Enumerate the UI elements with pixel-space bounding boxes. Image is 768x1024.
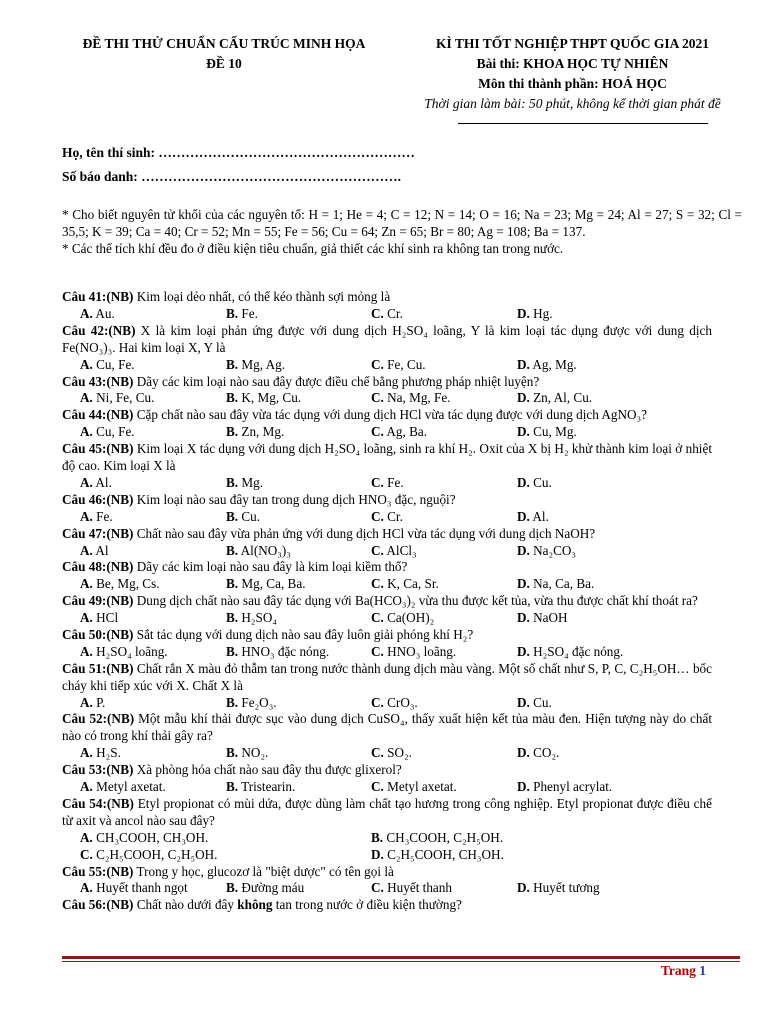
option-letter: A. [80,779,93,795]
answer-option [80,745,121,762]
option-letter: C. [371,424,384,440]
question-text: Kim loại nào sau đây tan trong dung dịch HNO₃ đặc, nguội? [133,491,456,507]
option-letter: A. [80,474,93,490]
question-text: không [237,897,273,913]
option-text: Ni, Fe, Cu. [92,390,155,406]
option-letter: D. [517,745,530,761]
header-underline [458,123,708,124]
option-text: H₂SO₄ [238,610,277,626]
option-text: Mg. [238,474,264,490]
option-text: Cu, Fe. [92,356,135,372]
footer-rule-thin [62,961,740,962]
answer-options [62,745,712,762]
option-text: HNO₃ loãng. [383,643,457,659]
option-letter: C. [371,356,384,372]
question [62,711,712,745]
option-text: Cr. [383,305,403,321]
answer-option [226,306,258,323]
answer-option [517,543,576,560]
option-letter: A. [80,508,93,524]
question-label: Câu 55:(NB) [62,863,134,879]
option-text: Fe. [92,508,113,524]
candidate-id-field: Số báo danh: …………………………………………………. [62,169,402,184]
option-text: Fe. [238,305,258,321]
atomic-mass-note: * Cho biết nguyên tử khối của các nguyên tố: H = 1; He = 4; C = 12; N = 14; O = 16; Na = 23; Mg = 24; Al = 27; S = 32; Cl = 35,5; K = 39; Ca = 40; Cr = 52; Mn = 55; Fe = 56; Cu = 64; Zn = 65; Br = 80; Ag = 108; Ba = 137. [62,207,742,239]
answer-option [226,610,277,627]
answer-option [517,390,592,407]
option-letter: D. [517,694,530,710]
question-label: Câu 44:(NB) [62,407,134,423]
option-letter: A. [80,356,93,372]
question-label: Câu 45:(NB) [62,441,134,457]
answer-option [371,475,404,492]
question-label: Câu 52:(NB) [62,711,135,727]
question [62,593,712,610]
answer-options [62,830,712,847]
option-text: K, Ca, Sr. [383,576,439,592]
footer-rule [62,956,740,959]
option-letter: A. [80,542,93,558]
question-text: Chất rắn X màu đỏ thẫm tan trong nước thành dung dịch màu vàng. Một số chất như S, P, C, C₂H₅OH… bốc cháy khi tiếp xúc với X. Chất X là [62,660,712,693]
option-text: Huyết thanh [383,880,452,896]
option-letter: D. [517,576,530,592]
option-letter: C. [371,576,384,592]
option-text: Al. [92,474,112,490]
question-label: Câu 41:(NB) [62,289,134,304]
option-text: NaOH [529,610,568,626]
question-label: Câu 54:(NB) [62,795,134,811]
option-text: Metyl axetat. [383,779,457,795]
option-letter: A. [80,576,93,592]
option-text: Au. [92,305,115,321]
option-letter: C. [371,779,384,795]
answer-option [371,779,457,796]
question [62,374,712,391]
exam-title: KÌ THI TỐT NGHIỆP THPT QUỐC GIA 2021 [436,36,709,51]
option-text: C₂H₅COOH, CH₃OH. [383,846,504,862]
question [62,864,712,881]
answer-option [517,779,612,796]
option-letter: A. [80,305,93,321]
option-text: Fe, Cu. [383,356,426,372]
answer-option [80,475,112,492]
question-text: Trong y học, glucozơ là "biệt dược" có tên gọi là [133,863,394,879]
option-letter: C. [371,542,384,558]
answer-options [62,644,712,661]
option-text: CrO₃. [383,694,418,710]
option-text: CH₃COOH, CH₃OH. [92,829,209,845]
answer-option [517,880,600,897]
option-text: Hg. [529,305,553,321]
question-list [62,289,712,914]
question [62,407,712,424]
answer-option [226,543,291,560]
question-label: Câu 42:(NB) [62,322,136,338]
question-text: X là kim loại phản ứng được với dung dịch H₂SO₄ loãng, Y là kim loại tác dụng được với dung dịch Fe(NO₃)₃. Hai kim loại X, Y là [62,322,712,355]
option-letter: C. [80,846,93,862]
answer-option [80,644,168,661]
option-text: Cu. [238,508,261,524]
option-text: Fe. [383,474,404,490]
option-text: Ca(OH)₂ [383,610,435,626]
answer-option [517,644,623,661]
question-label: Câu 46:(NB) [62,491,134,507]
option-letter: D. [517,474,530,490]
option-text: Zn, Mg. [238,424,285,440]
option-letter: C. [371,745,384,761]
option-letter: B. [226,508,239,524]
option-letter: A. [80,610,93,626]
answer-option [517,610,568,627]
answer-option [80,779,166,796]
option-text: P. [92,694,106,710]
answer-option [371,576,439,593]
option-letter: C. [371,643,384,659]
option-letter: D. [517,390,530,406]
option-letter: C. [371,508,384,524]
option-text: Al [92,542,109,558]
option-letter: B. [371,829,384,845]
option-text: CH₃COOH, C₂H₅OH. [383,829,504,845]
option-letter: C. [371,610,384,626]
option-text: Al(NO₃)₃ [238,542,291,558]
answer-options [62,390,712,407]
answer-option [80,390,154,407]
page-number [661,963,706,979]
option-text: Tristearin. [238,779,296,795]
answer-option [371,830,503,847]
question-text: Kim loại X tác dụng với dung dịch H₂SO₄ loãng, sinh ra khí H₂. Oxit của X bị H₂ khử thành kim loại ở nhiệt độ cao. Kim loại X là [62,441,712,473]
question-label: Câu 53:(NB) [62,762,134,778]
page-num: 1 [699,963,706,978]
option-text: Cu, Fe. [92,424,135,440]
option-text: Ag, Ba. [383,424,428,440]
option-text: Mg, Ca, Ba. [238,576,306,592]
option-letter: C. [371,694,384,710]
option-letter: B. [226,390,239,406]
answer-options [62,610,712,627]
option-text: Cu. [529,474,552,490]
option-text: Cu. [529,694,552,710]
option-letter: B. [226,779,239,795]
option-letter: B. [226,542,239,558]
question-text: Dãy các kim loại nào sau đây được điều chế bằng phương pháp nhiệt luyện? [133,373,540,389]
option-letter: A. [80,880,93,896]
page-label: Trang [660,963,700,978]
option-text: H₂S. [92,745,121,761]
option-letter: B. [226,745,239,761]
answer-option [371,357,426,374]
option-text: NO₂. [238,745,269,761]
option-letter: B. [226,643,239,659]
answer-option [226,644,329,661]
option-text: Huyết thanh ngọt [92,880,188,896]
option-letter: D. [517,508,530,524]
answer-option [80,509,113,526]
question-text: Chất nào sau đây vừa phản ứng với dung dịch HCl vừa tác dụng với dung dịch NaOH? [133,525,596,541]
question-text: Cặp chất nào sau đây vừa tác dụng với dung dịch HCl vừa tác dụng được với dung dịch AgNO₃? [133,407,647,423]
option-text: HNO₃ đặc nóng. [238,643,330,659]
question-text: Dung dịch chất nào sau đây tác dụng với Ba(HCO₃)₂ vừa thu được kết tủa, vừa thu được chất khí thoát ra? [133,593,698,609]
answer-option [371,424,427,441]
option-text: Na, Mg, Fe. [383,390,451,406]
answer-option [517,509,549,526]
answer-options [62,509,712,526]
question-text: Chất nào dưới đây [133,897,238,913]
question [62,323,712,357]
answer-options [62,475,712,492]
option-letter: A. [80,643,93,659]
answer-option [371,390,451,407]
option-text: Be, Mg, Cs. [92,576,160,592]
answer-option [80,880,188,897]
question-label: Câu 49:(NB) [62,593,134,609]
answer-option [517,424,577,441]
option-text: Phenyl acrylat. [529,779,613,795]
option-letter: D. [517,643,530,659]
option-letter: B. [226,474,239,490]
option-text: Al. [529,508,549,524]
gas-condition-note: * Các thể tích khí đều đo ở điều kiện tiêu chuẩn, giả thiết các khí sinh ra không tan trong nước. [62,241,564,256]
answer-option [517,695,552,712]
option-letter: A. [80,390,93,406]
question-text: Etyl propionat có mùi dứa, được dùng làm chất tạo hương trong công nghiệp. Etyl propionat được điều chế từ axit và ancol nào sau đây? [62,795,712,828]
option-letter: D. [517,610,530,626]
answer-option [226,745,268,762]
answer-option [80,830,208,847]
answer-option [371,880,452,897]
option-letter: B. [226,424,239,440]
answer-options [62,847,712,864]
option-text: H₂SO₄ loãng. [92,643,168,659]
answer-options [62,880,712,897]
option-letter: D. [517,356,530,372]
option-text: Đường máu [238,880,305,896]
answer-option [80,424,135,441]
answer-option [371,306,403,323]
option-letter: B. [226,610,239,626]
question-text: Một mẫu khí thải được sục vào dung dịch CuSO₄, thấy xuất hiện kết tủa màu đen. Hiện tượng này do chất nào có trong khí thải gây ra? [62,711,712,744]
answer-options [62,576,712,593]
option-letter: D. [517,424,530,440]
question-text: Sắt tác dụng với dung dịch nào sau đây luôn giải phóng khí H₂? [133,626,474,642]
question-text: tan trong nước ở điều kiện thường? [272,897,462,913]
answer-options [62,543,712,560]
question-label: Câu 47:(NB) [62,525,134,541]
option-text: Zn, Al, Cu. [529,390,593,406]
answer-options [62,695,712,712]
option-text: H₂SO₄ đặc nóng. [529,643,624,659]
option-letter: A. [80,424,93,440]
answer-option [517,306,553,323]
option-text: K, Mg, Cu. [238,390,302,406]
option-text: HCl [92,610,119,626]
option-letter: C. [371,474,384,490]
question-label: Câu 48:(NB) [62,559,134,575]
question-text: Xà phòng hóa chất nào sau đây thu được glixerol? [133,762,402,778]
option-text: Huyết tương [529,880,600,896]
option-letter: A. [80,829,93,845]
answer-option [517,576,594,593]
question [62,559,712,576]
candidate-name-field: Họ, tên thí sinh: ………………………………………………… [62,145,415,160]
answer-option [226,576,306,593]
question [62,897,712,914]
option-text: CO₂. [529,745,560,761]
question [62,627,712,644]
answer-option [517,357,577,374]
answer-option [226,695,277,712]
option-letter: D. [517,542,530,558]
option-text: Fe₂O₃. [238,694,277,710]
option-letter: D. [517,779,530,795]
exam-notes [62,206,742,257]
option-text: Na, Ca, Ba. [529,576,595,592]
option-letter: B. [226,356,239,372]
exam-time: Thời gian làm bài: 50 phút, không kể thời gian phát đề [424,96,721,111]
question-text: Dãy các kim loại nào sau đây là kim loại kiềm thổ? [133,559,408,575]
answer-options [62,357,712,374]
option-letter: C. [371,390,384,406]
answer-option [226,880,304,897]
question-label: Câu 43:(NB) [62,373,134,389]
answer-options [62,779,712,796]
answer-option [80,610,118,627]
option-letter: C. [371,880,384,896]
option-text: C₂H₅COOH, C₂H₅OH. [92,846,218,862]
answer-option [226,390,301,407]
option-letter: C. [371,305,384,321]
exam-number: ĐỀ 10 [206,56,242,71]
option-text: Mg, Ag. [238,356,285,372]
answer-option [80,695,105,712]
option-letter: D. [517,305,530,321]
question [62,661,712,695]
question [62,762,712,779]
option-letter: B. [226,694,239,710]
answer-option [80,306,115,323]
answer-option [226,475,263,492]
option-letter: A. [80,694,93,710]
question [62,441,712,475]
question-label: Câu 51:(NB) [62,660,134,676]
question [62,526,712,543]
question [62,289,712,306]
answer-option [80,543,109,560]
option-letter: A. [80,745,93,761]
answer-options [62,306,712,323]
option-text: SO₂. [383,745,412,761]
exam-header-left [54,34,394,74]
option-text: Ag, Mg. [529,356,577,372]
answer-option [80,576,160,593]
answer-option [226,424,284,441]
question [62,796,712,830]
exam-header-right [400,34,745,114]
option-text: Na₂CO₃ [529,542,577,558]
option-text: Metyl axetat. [92,779,166,795]
answer-option [371,695,418,712]
answer-options [62,424,712,441]
answer-option [371,543,417,560]
answer-option [371,644,456,661]
answer-option [371,610,434,627]
answer-option [517,745,559,762]
question-label: Câu 56:(NB) [62,897,134,913]
exam-subject: Môn thi thành phần: HOÁ HỌC [478,76,667,91]
answer-option [226,509,260,526]
option-letter: D. [371,846,384,862]
answer-option [80,847,217,864]
answer-option [80,357,135,374]
option-text: AlCl₃ [383,542,417,558]
question-text: Kim loại dẻo nhất, có thể kéo thành sợi mỏng là [133,289,391,304]
option-text: Cu, Mg. [529,424,577,440]
question-label: Câu 50:(NB) [62,626,134,642]
answer-option [517,475,552,492]
answer-option [371,509,403,526]
answer-option [371,745,412,762]
option-letter: B. [226,576,239,592]
option-text: Cr. [383,508,403,524]
exam-subject-group: Bài thi: KHOA HỌC TỰ NHIÊN [476,56,669,71]
question [62,492,712,509]
answer-option [226,779,295,796]
answer-option [226,357,285,374]
option-letter: D. [517,880,530,896]
answer-option [371,847,504,864]
option-letter: B. [226,305,239,321]
option-letter: B. [226,880,239,896]
exam-series-title: ĐỀ THI THỬ CHUẨN CẤU TRÚC MINH HỌA [82,36,366,51]
